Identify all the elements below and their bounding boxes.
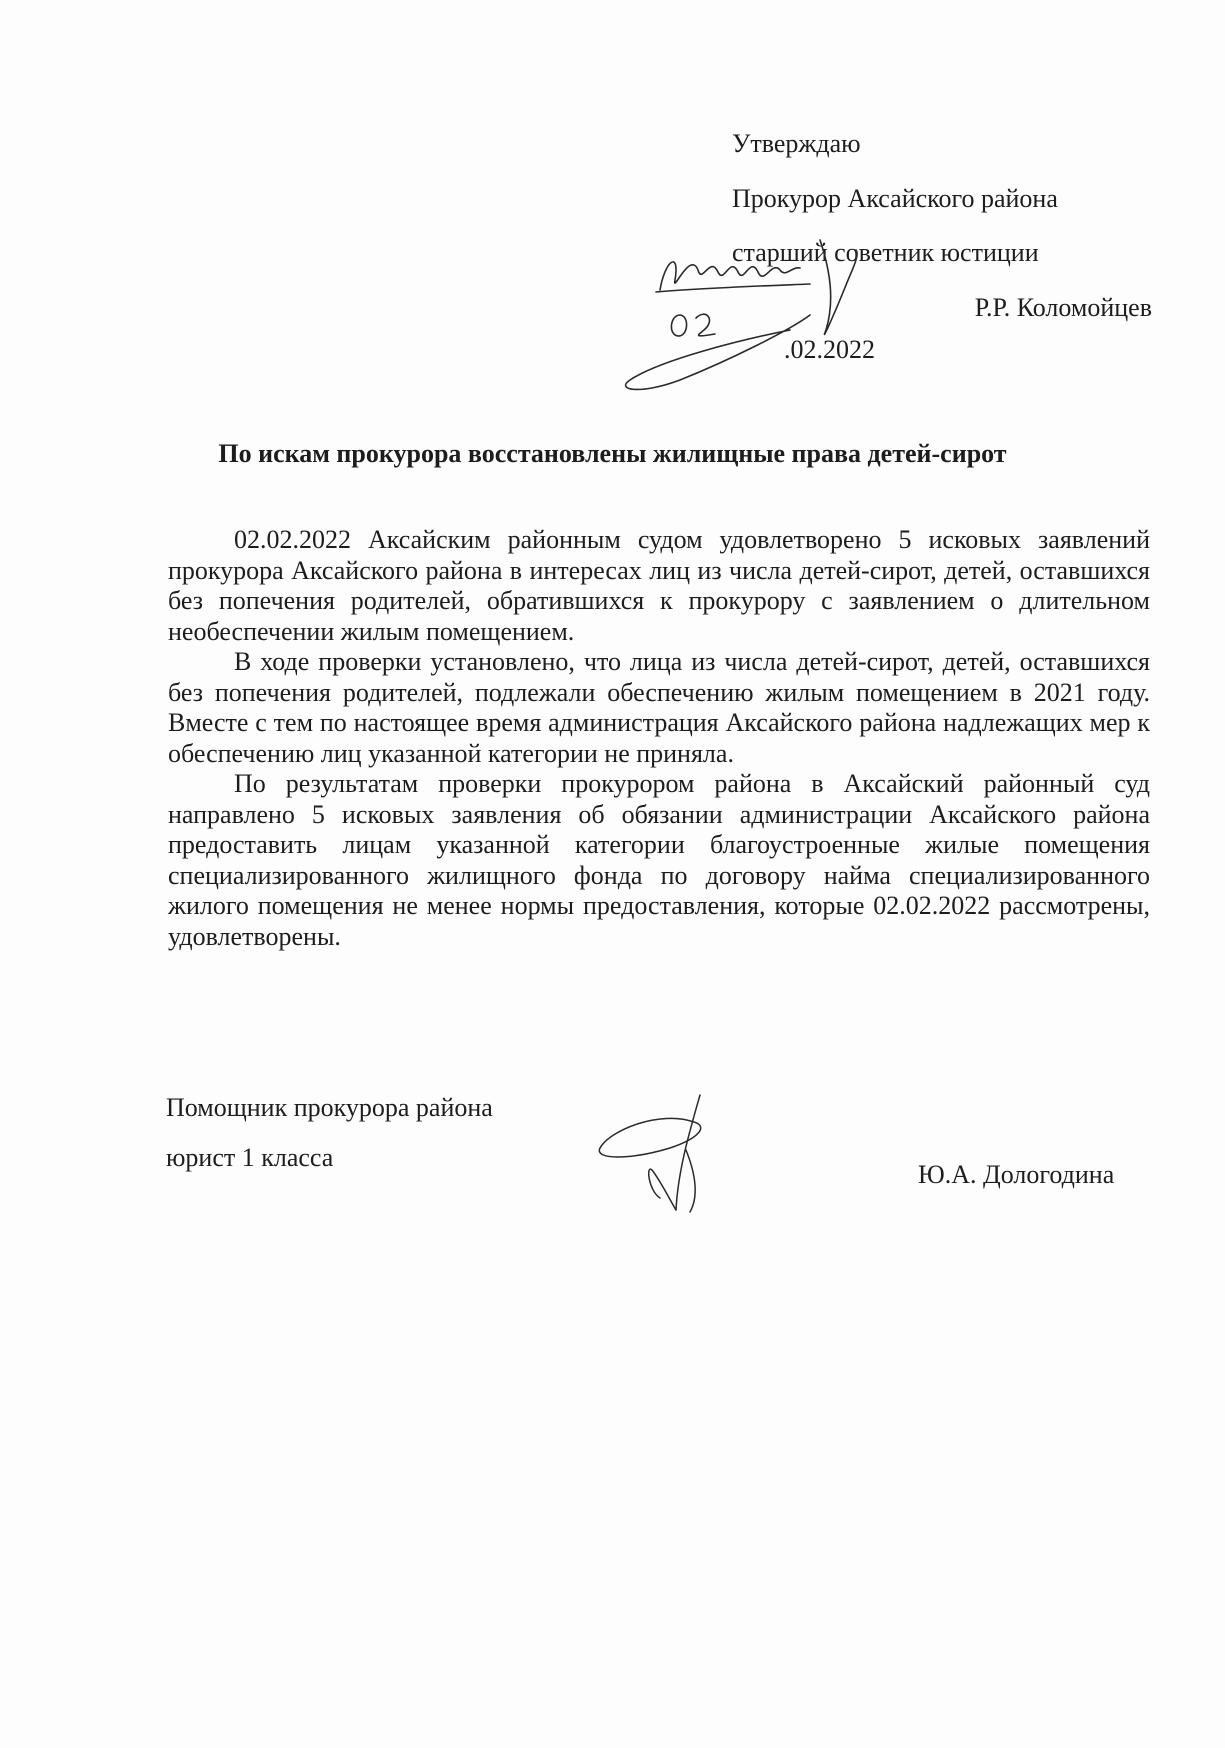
- document-title: По искам прокурора восстановлены жилищные права детей-сирот: [218, 439, 1007, 468]
- prosecutor-signature: [620, 230, 940, 400]
- assistant-signature: [590, 1090, 730, 1220]
- approval-heading: Утверждаю: [732, 129, 861, 158]
- handwritten-date: 02: [676, 332, 677, 333]
- approval-rank: старший советник юстиции: [732, 238, 1039, 267]
- signer-name: Ю.А. Дологодина: [918, 1160, 1115, 1189]
- paragraph-1: 02.02.2022 Аксайским районным судом удовлетворено 5 исковых заявлений прокурора Аксайского района в интересах лиц из числа детей-сирот, детей, оставшихся без попечения родителей, обратившихся к прокурору с заявлением о длительном необеспечении жилым помещением.: [168, 525, 1150, 646]
- document-body: [168, 525, 1150, 952]
- signer-rank: юрист 1 класса: [166, 1143, 334, 1172]
- paragraph-3: По результатам проверки прокурором района в Аксайский районный суд направлено 5 исковых заявления об обязании администрации Аксайского района предоставить лицам указанной категории благоустроенные жилые помещения специализированного жилищного фонда по договору найма специализированного жилого помещения не менее нормы предоставления, которые 02.02.2022 рассмотрены, удовлетворены.: [168, 769, 1150, 951]
- paragraph-2: В ходе проверки установлено, что лица из числа детей-сирот, детей, оставшихся без попечения родителей, подлежали обеспечению жилым помещением в 2021 году. Вместе с тем по настоящее время администрация Аксайского района надлежащих мер к обеспечению лиц указанной категории не приняла.: [168, 647, 1150, 768]
- signer-position: Помощник прокурора района: [166, 1093, 493, 1122]
- approval-date: .02.2022: [784, 335, 875, 364]
- approval-name: Р.Р. Коломойцев: [974, 293, 1152, 322]
- approval-position: Прокурор Аксайского района: [732, 184, 1058, 213]
